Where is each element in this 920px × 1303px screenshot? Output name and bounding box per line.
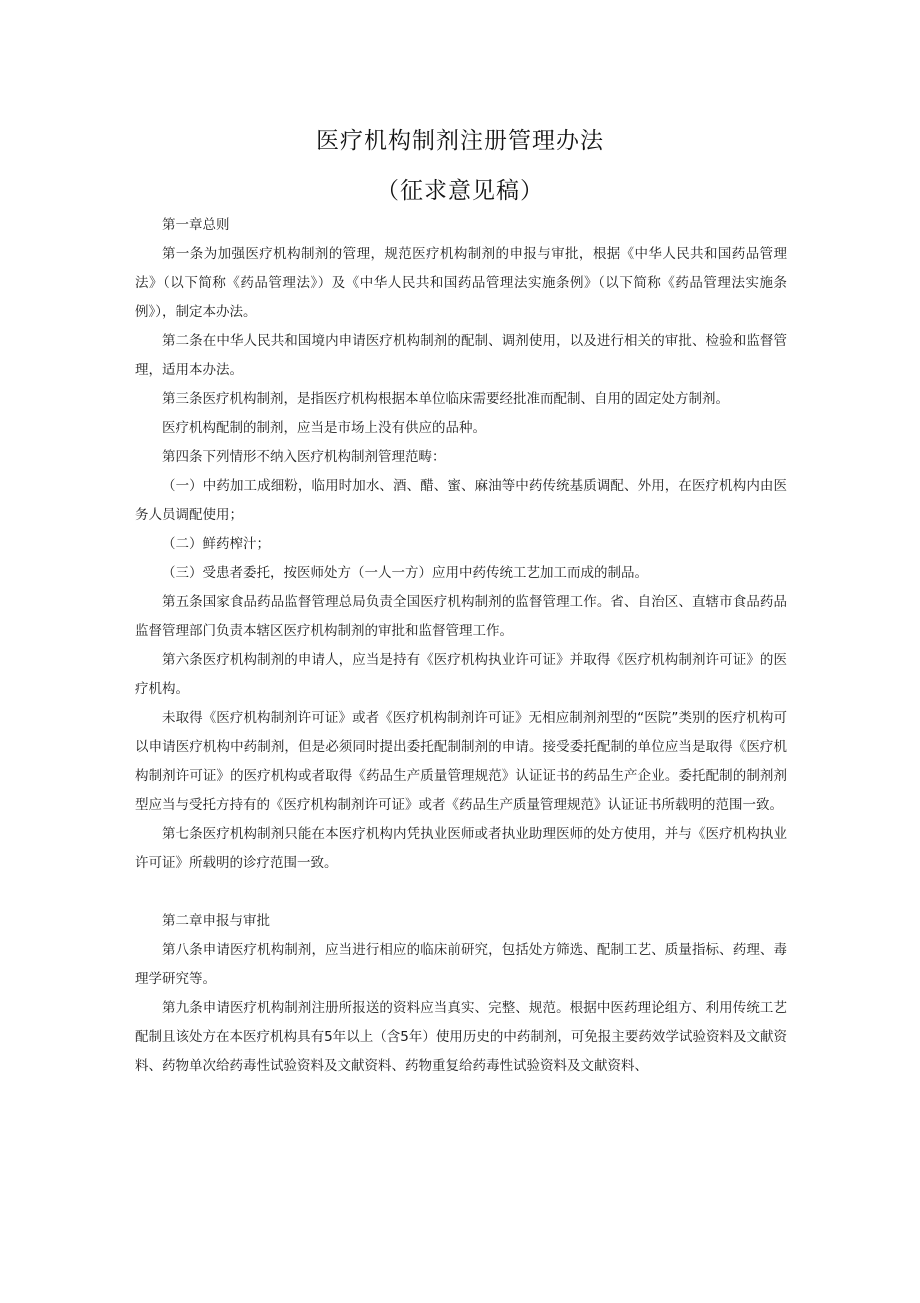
article-paragraph: 第八条申请医疗机构制剂，应当进行相应的临床前研究，包括处方筛选、配制工艺、质量指标、药理、毒理学研究等。 [135, 942, 787, 987]
article-paragraph: 医疗机构配制的制剂，应当是市场上没有供应的品种。 [162, 420, 486, 436]
document-body [135, 211, 787, 1081]
article-paragraph: 第一条为加强医疗机构制剂的管理，规范医疗机构制剂的申报与审批，根据《中华人民共和国药品管理法》（以下简称《药品管理法》）及《中华人民共和国药品管理法实施条例》（以下简称《药品管理法实施条例》），制定本办法。 [135, 246, 787, 320]
article-paragraph: 第四条下列情形不纳入医疗机构制剂管理范畴： [162, 449, 446, 465]
document-subtitle: （征求意见稿） [376, 178, 544, 204]
list-item: （三）受患者委托，按医师处方（一人一方）应用中药传统工艺加工而成的制品。 [162, 565, 648, 581]
article-paragraph: 第七条医疗机构制剂只能在本医疗机构内凭执业医师或者执业助理医师的处方使用，并与《医疗机构执业许可证》所载明的诊疗范围一致。 [135, 826, 787, 871]
article-paragraph: 第三条医疗机构制剂，是指医疗机构根据本单位临床需要经批准而配制、自用的固定处方制剂。 [162, 391, 729, 407]
chapter-heading: 第二章申报与审批 [162, 913, 270, 929]
document-title: 医疗机构制剂注册管理办法 [316, 128, 604, 154]
article-paragraph: 第二条在中华人民共和国境内申请医疗机构制剂的配制、调剂使用，以及进行相关的审批、检验和监督管理，适用本办法。 [135, 333, 787, 378]
article-paragraph: 第五条国家食品药品监督管理总局负责全国医疗机构制剂的监督管理工作。省、自治区、直辖市食品药品监督管理部门负责本辖区医疗机构制剂的审批和监督管理工作。 [135, 594, 787, 639]
article-paragraph: 未取得《医疗机构制剂许可证》或者《医疗机构制剂许可证》无相应制剂剂型的“医院”类别的医疗机构可以申请医疗机构中药制剂，但是必须同时提出委托配制制剂的申请。接受委托配制的单位应当是取得《医疗机构制剂许可证》的医疗机构或者取得《药品生产质量管理规范》认证证书的药品生产企业。委托配制的制剂剂型应当与受托方持有的《医疗机构制剂许可证》或者《药品生产质量管理规范》认证证书所载明的范围一致。 [135, 710, 787, 813]
list-item: （一）中药加工成细粉，临用时加水、酒、醋、蜜、麻油等中药传统基质调配、外用，在医疗机构内由医务人员调配使用； [135, 478, 787, 523]
article-paragraph: 第六条医疗机构制剂的申请人，应当是持有《医疗机构执业许可证》并取得《医疗机构制剂许可证》的医疗机构。 [135, 652, 787, 697]
chapter-heading: 第一章总则 [162, 217, 230, 233]
list-item: （二）鲜药榨汁； [162, 536, 270, 552]
article-paragraph: 第九条申请医疗机构制剂注册所报送的资料应当真实、完整、规范。根据中医药理论组方、利用传统工艺配制且该处方在本医疗机构具有5年以上（含5年）使用历史的中药制剂，可免报主要药效学试验资料及文献资料、药物单次给药毒性试验资料及文献资料、药物重复给药毒性试验资料及文献资料、 [135, 1000, 787, 1074]
